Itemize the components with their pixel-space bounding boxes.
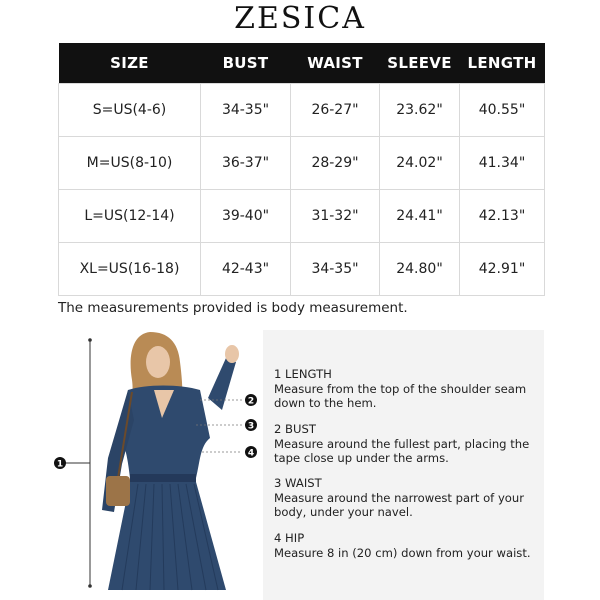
svg-text:2: 2 — [247, 396, 255, 407]
cell-length: 41.34" — [460, 136, 545, 189]
svg-text:4: 4 — [247, 448, 255, 459]
guide-title: 3 WAIST — [274, 476, 322, 490]
face-shape — [146, 346, 170, 378]
guide-desc: Measure around the fullest part, placing the tape close up under the arms. — [274, 436, 530, 465]
dress-model-figure — [50, 328, 260, 600]
header-sleeve: SLEEVE — [380, 43, 460, 83]
guide-dot-top — [88, 338, 92, 342]
model-illustration — [50, 328, 260, 600]
header-bust: BUST — [201, 43, 291, 83]
guide-title: 2 BUST — [274, 422, 316, 436]
handbag — [106, 476, 130, 506]
cell-size: L=US(12-14) — [59, 189, 201, 242]
cell-size: XL=US(16-18) — [59, 242, 201, 295]
hand-shape — [225, 345, 239, 363]
header-length: LENGTH — [460, 43, 545, 83]
marker-4-badge — [245, 446, 257, 459]
table-row — [59, 242, 545, 295]
guide-title: 1 LENGTH — [274, 367, 332, 381]
cell-sleeve: 23.62" — [380, 83, 460, 136]
cell-length: 42.91" — [460, 242, 545, 295]
guide-desc: Measure 8 in (20 cm) down from your waist. — [274, 545, 531, 560]
cell-bust: 34-35" — [201, 83, 291, 136]
cell-sleeve: 24.41" — [380, 189, 460, 242]
guide-desc: Measure from the top of the shoulder seam down to the hem. — [274, 381, 527, 410]
guide-item-length — [274, 367, 539, 411]
cell-size: M=US(8-10) — [59, 136, 201, 189]
size-chart-table — [58, 43, 545, 296]
guide-item-waist — [274, 476, 539, 520]
cell-sleeve: 24.02" — [380, 136, 460, 189]
marker-3-badge — [245, 419, 257, 432]
raised-arm — [208, 358, 236, 410]
guide-item-bust — [274, 422, 539, 466]
marker-1-badge — [54, 457, 66, 470]
guide-dot-bottom — [88, 584, 92, 588]
cell-bust: 39-40" — [201, 189, 291, 242]
svg-text:3: 3 — [247, 421, 255, 432]
svg-text:1: 1 — [56, 459, 64, 470]
cell-waist: 28-29" — [291, 136, 380, 189]
guide-desc: Measure around the narrowest part of your body, under your navel. — [274, 490, 525, 519]
cell-sleeve: 24.80" — [380, 242, 460, 295]
measuring-guide-panel — [263, 330, 544, 600]
header-size: SIZE — [59, 43, 201, 83]
table-row — [59, 189, 545, 242]
table-row — [59, 83, 545, 136]
header-waist: WAIST — [291, 43, 380, 83]
table-row — [59, 136, 545, 189]
measurement-note: The measurements provided is body measurement. — [58, 300, 408, 316]
cell-length: 40.55" — [460, 83, 545, 136]
table-header-row — [59, 43, 545, 83]
cell-length: 42.13" — [460, 189, 545, 242]
guide-title: 4 HIP — [274, 531, 305, 545]
cell-waist: 31-32" — [291, 189, 380, 242]
guide-item-hip — [274, 531, 539, 560]
cell-bust: 36-37" — [201, 136, 291, 189]
marker-2-badge — [245, 394, 257, 407]
brand-logo: ZESICA — [234, 1, 366, 36]
cell-waist: 34-35" — [291, 242, 380, 295]
cell-waist: 26-27" — [291, 83, 380, 136]
cell-size: S=US(4-6) — [59, 83, 201, 136]
cell-bust: 42-43" — [201, 242, 291, 295]
